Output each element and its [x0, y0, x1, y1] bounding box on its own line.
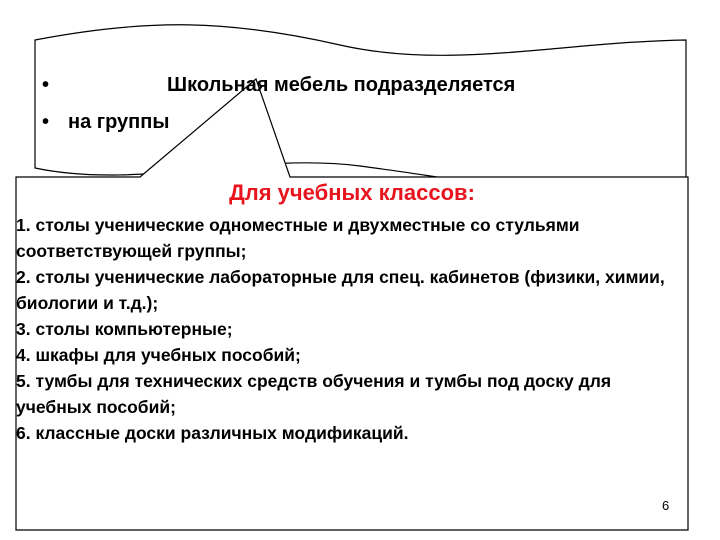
bullet-item: [42, 110, 169, 134]
bullet-text: Школьная мебель подразделяется: [167, 74, 516, 96]
list-item: 1. столы ученические одноместные и двухместные со стульями соответствующей группы;: [16, 215, 580, 261]
bullet-item: [42, 73, 515, 97]
bullet-text: на группы: [68, 111, 170, 133]
bullet-marker: •: [42, 74, 50, 96]
callout-list: [16, 212, 688, 446]
list-item: 4. шкафы для учебных пособий;: [16, 345, 301, 365]
list-item: 3. столы компьютерные;: [16, 319, 233, 339]
list-item: 2. столы ученические лабораторные для спец. кабинетов (физики, химии, биологии и т.д.);: [16, 267, 665, 313]
callout-box: [16, 180, 688, 446]
list-item: 6. классные доски различных модификаций.: [16, 423, 409, 443]
banner-shape: [35, 25, 686, 193]
bullet-marker: •: [42, 111, 50, 133]
page-number: 6: [662, 498, 670, 513]
callout-title: Для учебных классов:: [229, 180, 475, 205]
list-item: 5. тумбы для технических средств обучения и тумбы под доску для учебных пособий;: [16, 371, 612, 417]
